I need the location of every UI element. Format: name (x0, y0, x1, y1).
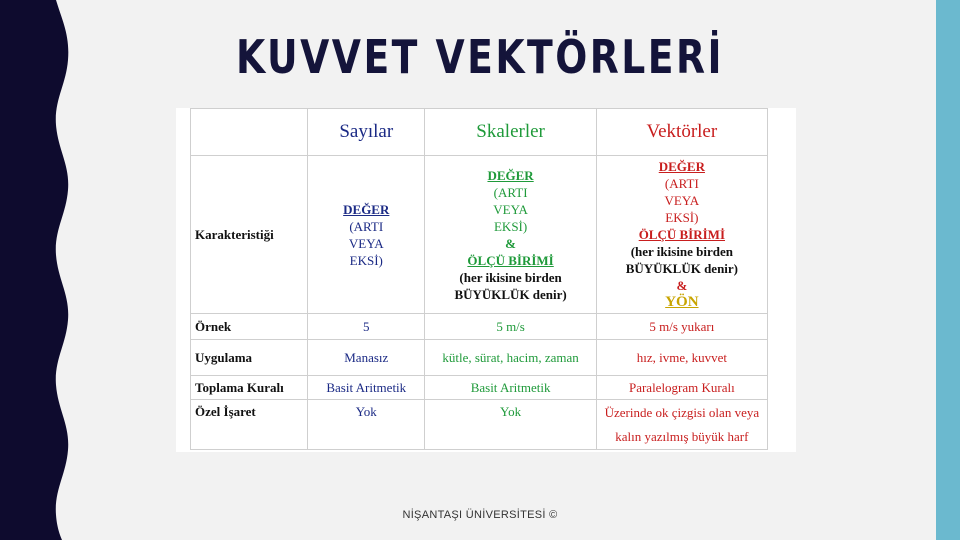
row-label-karakteristik: Karakteristiği (191, 156, 308, 314)
cell-sayilar-karakteristik: DEĞER (ARTI VEYA EKSİ) (308, 156, 425, 314)
cell-vektorler-karakteristik: DEĞER (ARTI VEYA EKSİ) ÖLÇÜ BİRİMİ (her ikisine birden BÜYÜKLÜK denir) & YÖN (596, 156, 767, 314)
cell-skalerler-ornek: 5 m/s (425, 314, 596, 340)
wavy-band-shape (0, 0, 72, 540)
cell-vektorler-ornek: 5 m/s yukarı (596, 314, 767, 340)
comparison-table (190, 108, 768, 450)
row-label-uygulama: Uygulama (191, 340, 308, 376)
right-accent-band (936, 0, 960, 540)
left-decorative-band (0, 0, 72, 540)
header-sayilar: Sayılar (308, 109, 425, 156)
page-title: KUVVET VEKTÖRLERİ (236, 30, 724, 84)
row-label-ozel-isaret: Özel İşaret (191, 400, 308, 450)
cell-sayilar-ozel-isaret: Yok (308, 400, 425, 450)
header-skalerler: Skalerler (425, 109, 596, 156)
comparison-table-image (176, 108, 796, 452)
cell-skalerler-karakteristik: DEĞER (ARTI VEYA EKSİ) & ÖLÇÜ BİRİMİ (her ikisine birden BÜYÜKLÜK denir) (425, 156, 596, 314)
cell-sayilar-toplama: Basit Aritmetik (308, 376, 425, 400)
cell-sayilar-ornek: 5 (308, 314, 425, 340)
header-empty (191, 109, 308, 156)
cell-skalerler-toplama: Basit Aritmetik (425, 376, 596, 400)
footer-copyright: NİŞANTAŞI ÜNİVERSİTESİ © (402, 509, 558, 521)
cell-vektorler-ozel-isaret: Üzerinde ok çizgisi olan veya kalın yazılmış büyük harf (596, 400, 767, 450)
cell-skalerler-ozel-isaret: Yok (425, 400, 596, 450)
cell-vektorler-toplama: Paralelogram Kuralı (596, 376, 767, 400)
cell-sayilar-uygulama: Manasız (308, 340, 425, 376)
header-vektorler: Vektörler (596, 109, 767, 156)
row-label-toplama: Toplama Kuralı (191, 376, 308, 400)
cell-skalerler-uygulama: kütle, sürat, hacim, zaman (425, 340, 596, 376)
row-label-ornek: Örnek (191, 314, 308, 340)
cell-vektorler-uygulama: hız, ivme, kuvvet (596, 340, 767, 376)
